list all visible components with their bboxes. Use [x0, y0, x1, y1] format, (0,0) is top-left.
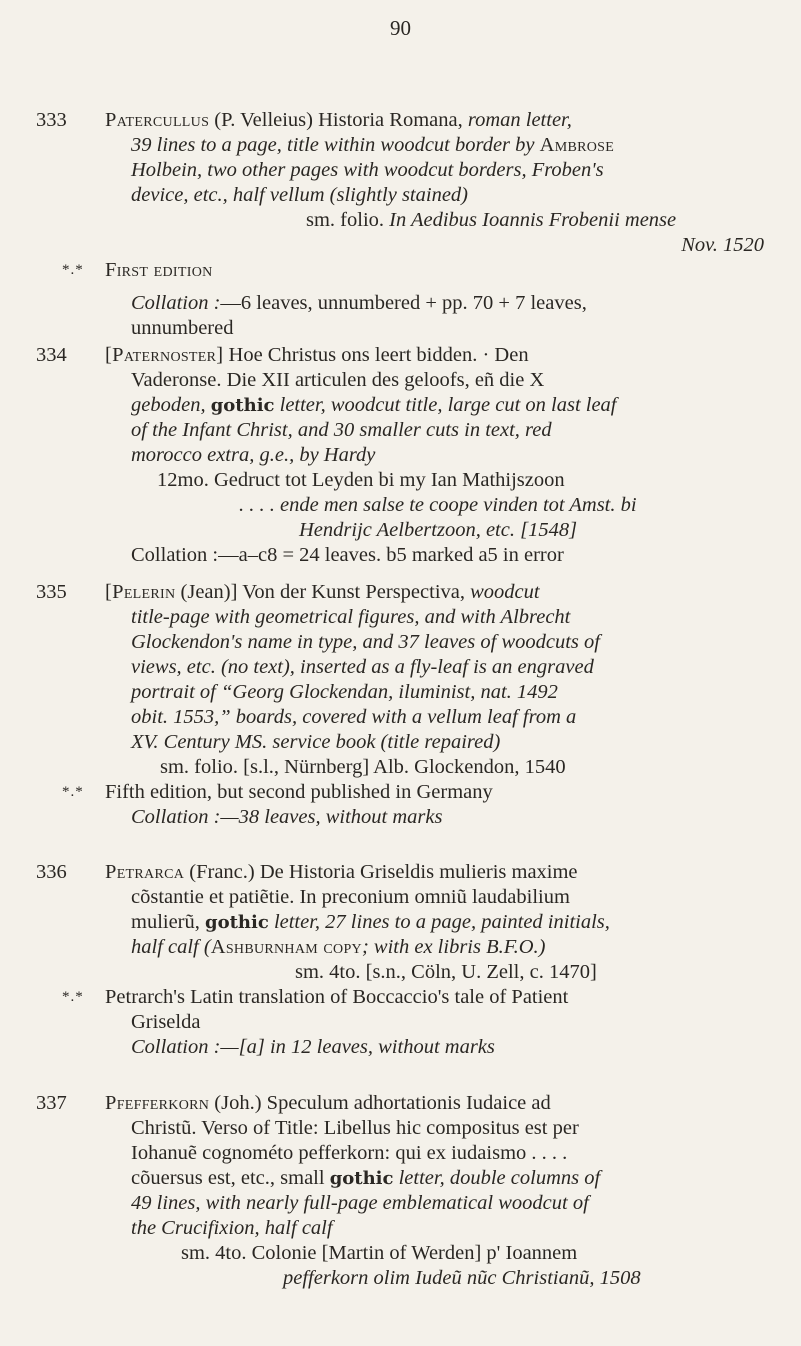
catalogue-entry-335	[36, 580, 776, 830]
entry-number: 336	[36, 861, 67, 883]
entry-desc: Glockendon's name in type, and 37 leaves of woodcuts of	[131, 631, 600, 653]
entry-author: Petrarca	[105, 861, 185, 883]
collation-text: unnumbered	[131, 317, 234, 339]
entry-provenance: Ashburnham copy	[210, 936, 362, 958]
collation-text: Collation :—a–c8 = 24 leaves. b5 marked a5 in error	[131, 544, 564, 566]
entry-title: Christũ. Verso of Title: Libellus hic compositus est per	[131, 1117, 579, 1139]
entry-imprint: 12mo. Gedruct tot Leyden bi my Ian Mathijszoon	[157, 469, 565, 491]
entry-imprint: In Aedibus Ioannis Frobenii mense	[389, 209, 677, 231]
asterism-icon: *.*	[62, 262, 84, 278]
catalogue-entry-336	[36, 860, 776, 1060]
entry-desc: title-page with geometrical figures, and with Albrecht	[131, 606, 571, 628]
entry-title: (Franc.) De Historia Griseldis mulieris maxime	[184, 861, 578, 883]
entry-number: 337	[36, 1092, 67, 1114]
entry-desc: gothic	[205, 912, 269, 933]
entry-desc: half calf (	[131, 936, 211, 958]
catalogue-entry-333	[36, 108, 776, 341]
entry-imprint: Hendrijc Aelbertzoon, etc. [1548]	[299, 519, 578, 541]
entry-desc: roman letter,	[467, 109, 572, 131]
asterism-icon: *.*	[62, 784, 84, 800]
entry-number: 335	[36, 581, 67, 603]
collation-text: —6 leaves, unnumbered + pp. 70 + 7 leaves,	[220, 292, 587, 314]
entry-desc: XV. Century MS. service book (title repaired)	[131, 731, 501, 753]
entry-desc: the Crucifixion, half calf	[131, 1217, 333, 1239]
catalogue-entry-334	[36, 343, 776, 568]
collation-label: Collation :	[131, 292, 221, 314]
entry-desc: gothic	[210, 395, 275, 416]
collation-text: Collation :—38 leaves, without marks	[131, 806, 443, 828]
asterism-icon: *.*	[62, 989, 84, 1005]
entry-format: sm. folio.	[306, 209, 385, 231]
entry-imprint: sm. 4to. [s.n., Cöln, U. Zell, c. 1470]	[295, 961, 597, 983]
entry-desc: gothic	[329, 1168, 394, 1189]
entry-title: mulierũ,	[131, 911, 206, 933]
entry-desc: of the Infant Christ, and 30 smaller cuts in text, red	[131, 419, 552, 441]
entry-title: cõuersus est, etc., small	[131, 1167, 330, 1189]
catalogue-entry-337	[36, 1091, 776, 1291]
entry-desc: morocco extra, g.e., by Hardy	[131, 444, 376, 466]
entry-imprint: sm. folio. [s.l., Nürnberg] Alb. Glockendon, 1540	[160, 756, 566, 778]
entry-title: Hoe Christus ons leert bidden. · Den	[223, 344, 529, 366]
entry-title: cõstantie et patiẽtie. In preconium omniũ laudabilium	[131, 886, 570, 908]
entry-note: Fifth edition, but second published in Germany	[105, 781, 493, 803]
entry-author: Patercullus	[105, 109, 210, 131]
entry-desc: letter, woodcut title, large cut on last leaf	[274, 394, 617, 416]
entry-title: (P. Velleius) Historia Romana,	[209, 109, 468, 131]
entry-desc: 49 lines, with nearly full-page emblematical woodcut of	[131, 1192, 589, 1214]
entry-title: Iohanuẽ cognométo pefferkorn: qui ex iudaismo . . . .	[131, 1142, 568, 1164]
entry-date: Nov. 1520	[681, 234, 764, 256]
entry-desc: letter, 27 lines to a page, painted initials,	[268, 911, 610, 933]
entry-imprint: sm. 4to. Colonie [Martin of Werden] p' Ioannem	[181, 1242, 578, 1264]
page-number: 90	[390, 16, 411, 40]
entry-number: 333	[36, 109, 67, 131]
entry-desc: obit. 1553,” boards, covered with a vellum leaf from a	[131, 706, 577, 728]
entry-desc: geboden,	[131, 394, 211, 416]
entry-desc: device, etc., half vellum (slightly stained)	[131, 184, 468, 206]
entry-desc: Ambrose	[539, 134, 615, 156]
entry-desc: 39 lines to a page, title within woodcut border by	[131, 134, 540, 156]
entry-desc: woodcut	[470, 581, 540, 603]
entry-author: Pfefferkorn	[105, 1092, 210, 1114]
entry-note: Griselda	[131, 1011, 201, 1033]
entry-desc: portrait of “Georg Glockendan, iluminist, nat. 1492	[131, 681, 558, 703]
entry-desc: letter, double columns of	[393, 1167, 601, 1189]
entry-title: (Joh.) Speculum adhortationis Iudaice ad	[209, 1092, 551, 1114]
collation-text: Collation :—[a] in 12 leaves, without marks	[131, 1036, 495, 1058]
entry-note: First edition	[105, 259, 213, 281]
entry-imprint: pefferkorn olim Iudeũ nũc Christianũ, 1508	[283, 1267, 641, 1289]
entry-author: [Paternoster]	[105, 344, 224, 366]
entry-desc: ; with ex libris B.F.O.)	[361, 936, 546, 958]
entry-title: (Jean)] Von der Kunst Perspectiva,	[175, 581, 471, 603]
entry-desc: Holbein, two other pages with woodcut borders, Froben's	[131, 159, 604, 181]
entry-author: [Pelerin	[105, 581, 176, 603]
entry-imprint: . . . . ende men salse te coope vinden tot Amst. bi	[239, 494, 637, 516]
entry-desc: views, etc. (no text), inserted as a fly-leaf is an engraved	[131, 656, 594, 678]
entry-title: Vaderonse. Die XII articulen des geloofs, eñ die X	[131, 369, 545, 391]
entry-note: Petrarch's Latin translation of Boccaccio's tale of Patient	[105, 986, 569, 1008]
entry-number: 334	[36, 344, 67, 366]
